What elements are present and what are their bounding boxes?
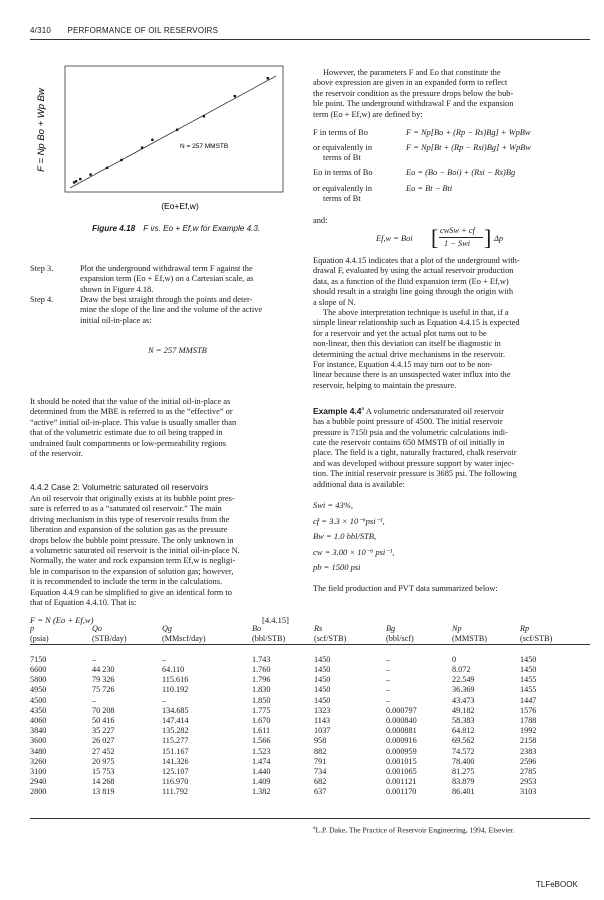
table-cell: 2800 [30,787,47,797]
table-cell: 4950 [30,685,47,695]
table-row [30,757,590,767]
table-cell: – [92,654,97,664]
text-line: of the reservoir. [30,449,83,459]
table-cell: 2953 [520,777,537,787]
text-line: ble in comparison to the expansion of solution gas; however, [30,566,234,576]
data-point [106,167,108,169]
step-3-line: shown in Figure 4.18. [80,284,154,294]
text-line: should result in a straight line going through the origin with [313,287,514,297]
production-pvt-table [30,624,590,798]
column-header: Rs [314,624,323,633]
text-line: An oil reservoir that originally exists at its bubble point pres- [30,494,235,503]
column-unit: (scf/STB) [520,634,553,644]
column-header: Qo [92,624,103,633]
footnote [313,825,515,835]
table-cell: 115.616 [162,675,189,685]
text-line: For instance, Equation 4.4.15 may turn out to be non- [313,360,493,370]
table-cell: 81.275 [452,767,475,777]
right-intro [313,68,589,120]
table-cell: 64.110 [162,665,185,675]
table-cell: 3103 [520,787,537,797]
table-cell: 1.611 [252,726,271,736]
closing-line: The field production and PVT data summarized below: [313,584,498,593]
table-cell: 1.523 [252,746,271,756]
column-unit: (scf/STB) [314,634,347,644]
section-heading: 4.4.2 Case 2: Volumetric saturated oil reservoirs [30,482,209,492]
column-header: Bg [386,624,396,633]
figure-caption [92,224,260,233]
step-4-line: Draw the best straight through the points and deter- [80,295,253,304]
step-3-line: Plot the underground withdrawal term F against the [80,264,253,273]
def-label-cont: terms of Bt [323,153,361,162]
table-row [30,651,590,665]
text-line: Normally, the water and rock expansion term Ef,w is negligi- [30,556,236,566]
data-point [79,178,81,180]
table-cell: 14 268 [92,777,115,787]
table-row [30,787,590,797]
table-cell: 0.001015 [386,756,417,766]
running-header [30,26,590,35]
caption-text: F vs. Eo + Ef,w for Example 4.3. [143,224,261,233]
table-cell: 2596 [520,756,537,766]
table-cell: 0.000840 [386,716,417,726]
table-cell: 44 230 [92,665,115,675]
column-header: Qg [162,624,173,633]
table-cell: 3840 [30,726,47,736]
efw-rhs: Δp [494,234,504,243]
table-cell: 70 208 [92,705,115,715]
table-cell: 2785 [520,767,537,777]
table-cell: 4350 [30,705,47,715]
table-cell: – [386,675,391,685]
table-cell: 125.107 [162,767,189,777]
def-equation: F = Np[Bo + (Rp − Rs)Bg] + WpBw [406,128,531,137]
text-line: that of the volumetric estimate due to oil being trapped in [30,428,223,438]
table-cell: – [92,695,97,705]
table-cell: 1.760 [252,665,271,675]
given-data [313,498,394,576]
def-label: or equivalently in [313,184,373,193]
caption-label: Figure 4.18 [92,224,136,233]
table-cell: 110.192 [162,685,189,695]
table-cell: 734 [314,767,327,777]
step-3-line: expansion term (Eo + Ef,w) on a Cartesian scale, as [80,274,254,284]
table-cell: 74.572 [452,746,475,756]
text-line: However, the parameters F and Eo that constitute the [323,68,501,77]
data-point [89,173,91,175]
table-cell: 83.879 [452,777,475,787]
text-line: additional data is available: [313,479,405,489]
table-cell: 1576 [520,705,537,715]
step-4-label: Step 4. [30,295,54,304]
table-cell: 1.830 [252,685,271,695]
table-row [30,696,590,706]
given-bw: Bw = 1.0 bbl/STB, [313,531,377,541]
text-line: The above interpretation technique is useful in that, if a [323,308,509,317]
text-line: Equation 4.4.15 indicates that a plot of the underground with- [313,256,520,265]
table-cell: 58.383 [452,716,475,726]
table-bottom-rule [30,818,590,819]
table-cell: 36.369 [452,685,475,695]
table-cell: 147.414 [162,716,189,726]
def-equation: F = Np[Bt + (Rp − Rsi)Bg] + WpBw [406,143,531,152]
text-line: it is recommended to include the term in the calculations. [30,577,223,587]
column-unit: (STB/day) [92,634,127,644]
table-cell: 75 726 [92,685,115,695]
table-cell: 6600 [30,665,47,675]
text-line: sure is referred to as a “saturated oil reservoir.” The main [30,504,222,514]
text-line: place. The field is a tight, naturally fractured, chalk reservoir [313,448,517,458]
text-line: drawal F, evaluated by using the actual reservoir production [313,266,514,276]
table-row [30,685,590,695]
text-line: determining the actual drive mechanisms in the reservoir. [313,349,506,359]
table-cell: 1.566 [252,736,271,746]
footer-watermark: TLFeBOOK [536,880,578,889]
column-unit: (MMSTB) [452,634,488,644]
table-cell: 64.812 [452,726,475,736]
text-line: non-linear, then this deviation can itself be diagnostic in [313,339,501,349]
text-line: simple linear relationship such as Equation 4.4.15 is expected [313,318,520,328]
text-line: Equation 4.4.9 can be simplified to give an identical form to [30,587,232,597]
header-rule [30,39,590,40]
n-result-equation: N = 257 MMSTB [148,345,207,355]
text-line: undrained fault compartments or low-permeability regions [30,438,227,448]
text-line: data, as a function of the fluid expansion term (Eo + Ef,w) [313,276,509,286]
table-cell: 22.549 [452,675,475,685]
given-cw: cw = 3.00 × 10⁻⁶ psi⁻¹, [313,546,395,557]
table-cell: 116.970 [162,777,189,787]
table-cell: 1450 [520,654,537,664]
table-row [30,777,590,787]
page-number: 4/310 [30,26,52,35]
text-line: linear because there is an unsuspected water influx into the [313,370,511,380]
text-line: determined from the MBE is referred to as the “effective” or [30,407,233,417]
table-cell: 5800 [30,675,47,685]
table-cell: 2940 [30,777,47,787]
right-paragraph-1 [313,256,589,308]
table-cell: 958 [314,736,327,746]
table-cell: 43.473 [452,695,475,705]
table-cell: 3480 [30,746,47,756]
table-cell: 49.182 [452,705,475,715]
text-line: pressure is 7150 psia and the volumetric calculations indi- [313,427,508,437]
table-cell: 3600 [30,736,47,746]
example-footnote-mark: a [361,406,365,412]
table-cell: 1788 [520,716,537,726]
column-header: Bo [252,624,262,633]
text-line: liberation and expansion of the solution gas as the pressure [30,525,228,535]
column-unit: (psia) [30,634,49,644]
footnote-text: L.P. Dake, The Practice of Reservoir Engineering, 1994, Elsevier. [315,825,515,835]
left-paragraph-1 [30,397,300,459]
table-cell: 682 [314,777,327,787]
table-cell: 1455 [520,675,537,685]
text-line: and was developed without pressure support by water injec- [313,458,514,468]
step-3 [30,264,300,296]
table-cell: 26 027 [92,736,115,746]
fit-line [70,76,276,188]
table-cell: 0.001170 [386,787,417,797]
table-row [30,706,590,716]
text-line: reservoir, helping to maintain the pressure. [313,380,457,390]
text-line: “active” initial oil-in-place. This value is usually smaller than [30,417,237,427]
data-point [75,180,77,182]
column-unit: (bbl/STB) [252,634,286,644]
column-header: p [30,624,35,633]
table-row [30,716,590,726]
efw-denominator: 1 − Swi [444,239,471,248]
table-cell: 791 [314,756,327,766]
table-units-row [30,634,590,650]
step-4-line: initial oil-in-place as: [80,315,152,325]
table-cell: 0.000881 [386,726,417,736]
table-cell: 1037 [314,726,331,736]
table-cell: 1450 [314,695,331,705]
example-4-4 [313,404,589,490]
table-cell: 1.796 [252,675,271,685]
table-cell: 1450 [314,685,331,695]
text-line: tion. The initial reservoir pressure is 3685 psi. The following [313,469,517,479]
text-line: has a bubble point pressure of 4500. The initial reservoir [313,417,503,427]
table-cell: 637 [314,787,327,797]
table-cell: 1.474 [252,756,271,766]
def-equation: Eo = Bt − Bti [406,184,453,193]
table-cell: 7150 [30,654,47,664]
table-cell: 882 [314,746,327,756]
table-cell: 8.072 [452,665,471,675]
step-4 [30,295,300,327]
table-cell: 0.001121 [386,777,417,787]
table-row [30,726,590,736]
table-cell: 78.400 [452,756,475,766]
table-row [30,675,590,685]
text-line: a volumetric saturated oil reservoir is the initial oil-in-place N. [30,546,240,556]
table-cell: 1450 [520,665,537,675]
fraction-bar [439,237,483,238]
table-cell: 50 416 [92,716,115,726]
table-cell: 1447 [520,695,537,705]
table-cell: 2158 [520,736,537,746]
table-cell: 1.409 [252,777,271,787]
table-cell: 111.792 [162,787,189,797]
def-equation: Eo = (Bo − Boi) + (Rsi − Rs)Bg [406,168,516,177]
table-cell: 1.743 [252,654,271,664]
column-header: Rp [520,624,530,633]
table-cell: 1455 [520,685,537,695]
and-label: and: [313,216,328,225]
def-label: F in terms of Bo [313,128,368,137]
data-point [120,159,122,161]
example-label: Example 4.4 [313,405,362,416]
data-point [267,77,269,79]
table-cell: 20 975 [92,756,115,766]
efw-numerator: cwSw + cf [440,226,475,235]
def-label-cont: terms of Bt [323,194,361,203]
table-cell: 35 227 [92,726,115,736]
efw-equation [376,226,526,252]
y-axis-label: F = Np Bo + Wp Bw [36,88,47,172]
table-cell: 3260 [30,756,47,766]
def-label: or equivalently in [313,143,373,152]
given-pb: pb = 1500 psi [313,562,361,572]
table-cell: 1143 [314,716,331,726]
table-cell: 0.001065 [386,767,417,777]
table-cell: 0.000959 [386,746,417,756]
table-cell: 1.440 [252,767,271,777]
data-points [73,77,269,184]
table-cell: 1323 [314,705,331,715]
left-paragraph-2 [30,494,300,608]
table-cell: 1450 [314,665,331,675]
table-cell: 1.382 [252,787,271,797]
table-cell: – [386,685,391,695]
table-row [30,736,590,746]
table-cell: 0 [452,654,457,664]
text-line: ble point. The underground withdrawal F and the expansion [313,99,514,109]
table-cell: 151.167 [162,746,189,756]
text-line: It should be noted that the value of the initial oil-in-place as [30,397,231,406]
data-point [203,115,205,117]
def-label: Eo in terms of Bo [313,168,373,177]
x-axis-label: (Eo+Ef,w) [161,201,199,211]
table-cell: 135.282 [162,726,189,736]
table-cell: 27 452 [92,746,115,756]
text-line: for a reservoir and yet the actual plot turns out to be [313,328,487,338]
table-cell: 1.775 [252,705,271,715]
equation-4-4-15: F = N (Eo + Ef,w) [30,615,94,625]
table-cell: 1992 [520,726,537,736]
table-body [30,651,590,798]
table-cell: – [162,695,167,705]
step-3-label: Step 3. [30,264,54,273]
column-unit: (MMscf/day) [162,634,206,644]
figure-4-18 [30,62,290,227]
table-cell: – [386,695,391,705]
table-cell: 4500 [30,695,47,705]
table-cell: 86.401 [452,787,475,797]
given-swi: Swi = 43%, [313,500,353,510]
table-header-row [30,624,590,634]
text-line: drops below the bubble point pressure. The only unknown in [30,535,234,545]
text-line: driving mechanism in this type of reservoir results from the [30,514,230,524]
table-cell: 69.562 [452,736,475,746]
table-cell: 0.000916 [386,736,417,746]
right-paragraph-2 [313,308,589,391]
column-header: Np [452,624,462,633]
table-cell: 115.277 [162,736,189,746]
efw-lhs: Ef,w = Boi [376,234,413,243]
scatter-chart [30,62,290,227]
data-point [234,95,236,97]
table-cell: 2383 [520,746,537,756]
table-row [30,767,590,777]
table-cell: – [386,665,391,675]
table-cell: – [386,654,391,664]
given-cf: cf = 3.3 × 10⁻⁶psi⁻¹, [313,515,385,526]
table-row [30,747,590,757]
example-first-line [313,404,589,417]
table-cell: 1.670 [252,716,271,726]
slope-annotation: N = 257 MMSTB [180,143,229,150]
left-bracket: [ [431,225,439,250]
equation-number: [4.4.15] [262,615,289,625]
data-point [176,129,178,131]
text-line: that of Equation 4.4.10. That is: [30,598,137,608]
table-cell: 1450 [314,654,331,664]
table-cell: 0.000797 [386,705,417,715]
text-line: a slope of N. [313,297,356,307]
table-cell: 13 819 [92,787,115,797]
data-point [73,181,75,183]
data-point [151,139,153,141]
table-cell: 141.326 [162,756,189,766]
text-line: cate the reservoir contains 650 MMSTB of oil initially in [313,438,505,448]
right-bracket: ] [484,225,492,250]
text-line: A volumetric undersaturated oil reservoir [365,406,504,416]
table-cell: 4060 [30,716,47,726]
table-cell: 1450 [314,675,331,685]
footnote-mark: a [313,825,316,831]
text-line: term (Eo + Ef,w) are defined by: [313,109,423,119]
table-row [30,665,590,675]
column-unit: (bbl/scf) [386,634,414,644]
table-cell: 134.685 [162,705,189,715]
chapter-title: PERFORMANCE OF OIL RESERVOIRS [67,26,219,35]
step-4-line: mine the slope of the line and the volume of the active [80,305,263,315]
table-cell: – [162,654,167,664]
table-cell: 3100 [30,767,47,777]
table-cell: 1.850 [252,695,271,705]
table-cell: 79 326 [92,675,115,685]
text-line: the reservoir condition as the pressure drops below the bub- [313,88,514,98]
text-line: above expression are given in an expanded form to reflect [313,78,508,88]
data-point [141,146,143,148]
table-cell: 15 753 [92,767,115,777]
